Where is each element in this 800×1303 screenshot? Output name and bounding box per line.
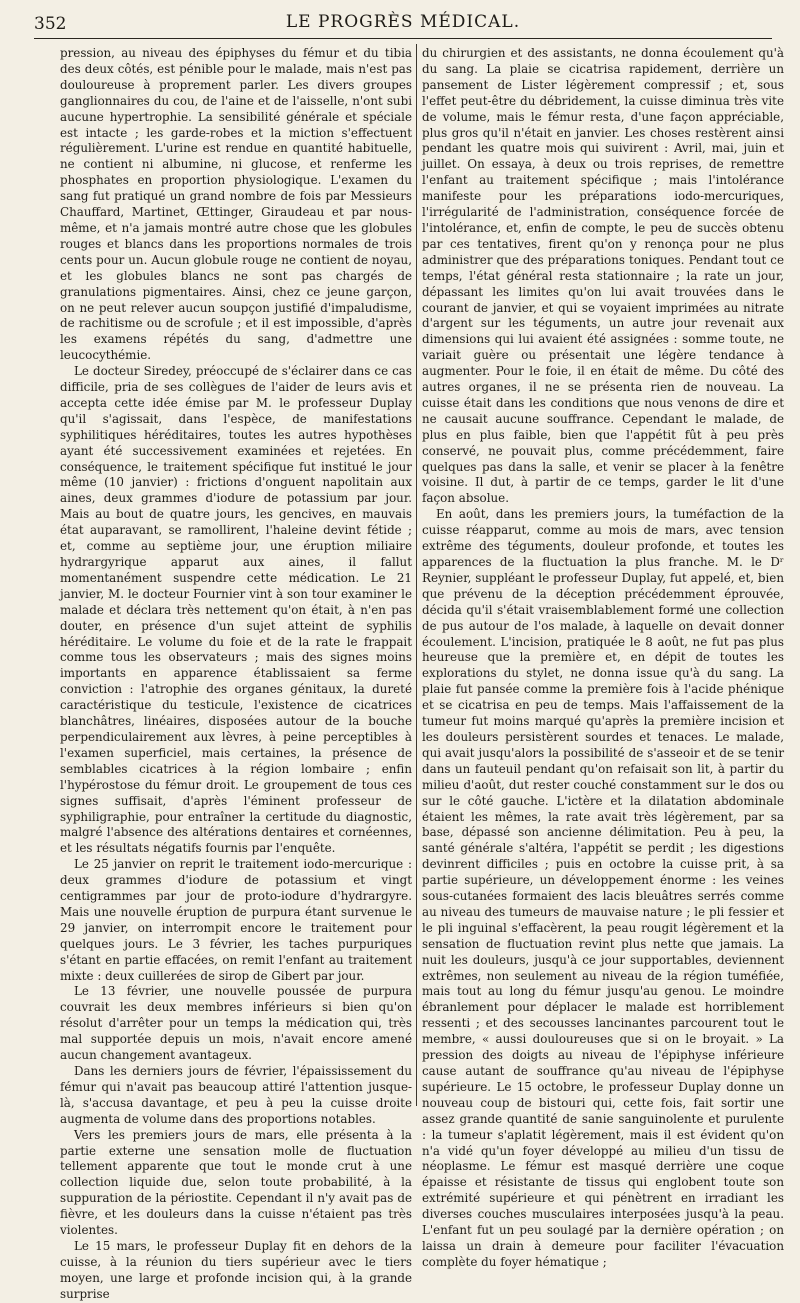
paragraph: Le 15 mars, le professeur Duplay fit en dehors de la cuisse, à la réunion du tiers supérieur avec le tiers moyen, une large et profonde incision qui, à la grande surprise [60,1238,412,1301]
paragraph: Le docteur Siredey, préoccupé de s'éclairer dans ce cas difficile, pria de ses collègues de l'aider de leurs avis et accepta cette idée émise par M. le professeur Duplay qu'il s'agissait, dans l'espèce, de manifestations syphilitiques héréditaires, toutes les autres hypothèses ayant été successivement examinées et rejetées. En conséquence, le traitement spécifique fut institué le jour même (10 janvier) : frictions d'onguent napolitain aux aines, deux grammes d'iodure de potassium par jour. Mais au bout de quatre jours, les gencives, en mauvais état auparavant, se ramollirent, l'haleine devint fétide ; et, comme au septième jour, une éruption miliaire hydrargyrique apparut aux aines, il fallut momentanément suspendre cette médication. Le 21 janvier, M. le docteur Fournier vint à son tour examiner le malade et déclara très nettement qu'on était, à n'en pas douter, en présence d'un sujet atteint de syphilis héréditaire. Le volume du foie et de la rate le frappait comme tous les observateurs ; mais des signes moins importants en apparence établissaient sa ferme conviction : l'atrophie des organes génitaux, la dureté caractéristique du testicule, l'existence de cicatrices blanchâtres, linéaires, disposées autour de la bouche perpendiculairement aux lèvres, à peine perceptibles à l'examen superficiel, mais certaines, la présence de semblables cicatrices à la région lombaire ; enfin l'hypérostose du fémur droit. Le groupement de tous ces signes suffisait, d'après l'éminent professeur de syphiligraphie, pour entraîner la certitude du diagnostic, malgré l'absence des altérations dentaires et cornéennes, et les résultats négatifs fournis par l'enquête. [60,364,412,856]
column-divider [416,44,417,1106]
paragraph: Vers les premiers jours de mars, elle présenta à la partie externe une sensation molle de fluctuation tellement apparente que tout le monde crut à une collection liquide due, selon toute probabilité, à la suppuration de la périostite. Cependant il n'y avait pas de fièvre, et les douleurs dans la cuisse n'étaient pas très violentes. [60,1127,412,1238]
paragraph: Dans les derniers jours de février, l'épaississement du fémur qui n'avait pas beaucoup attiré l'attention jusque-là, s'accusa davantage, et peu à peu la cuisse droite augmenta de volume dans des proportions notables. [60,1064,412,1126]
journal-title: LE PROGRÈS MÉDICAL. [285,12,521,32]
page-header [34,10,772,39]
paragraph: du chirurgien et des assistants, ne donna écoulement qu'à du sang. La plaie se cicatrisa rapidement, derrière un pansement de Lister légèrement compressif ; et, sous l'effet peut-être du débridement, la cuisse diminua très vite de volume, mais le fémur resta, d'une façon appréciable, plus gros qu'il n'était en janvier. Les choses restèrent ainsi pendant les quatre mois qui suivirent : Avril, mai, juin et juillet. On essaya, à deux ou trois reprises, de remettre l'enfant au traitement spécifique ; mais l'intolérance manifeste pour les préparations iodo-mercuriques, l'irrégularité de l'administration, conséquence forcée de l'intolérance, et, enfin de compte, le peu de succès obtenu par ces tentatives, firent qu'on y renonça pour ne plus administrer que des préparations toniques. Pendant tout ce temps, l'état général resta stationnaire ; la rate un jour, dépassant les limites qu'on lui avait trouvées dans le courant de janvier, et qui se voyaient imprimées au nitrate d'argent sur les téguments, un autre jour revenait aux dimensions qui lui avaient été assignées : somme toute, ne variait guère ou présentait une légère tendance à augmenter. Pour le foie, il en était de même. Du côté des autres organes, il ne se présenta rien de nouveau. La cuisse était dans les conditions que nous venons de dire et ne causait aucune souffrance. Cependant le malade, de plus en plus faible, bien que l'appétit fût à peu près conservé, ne pouvait plus, comme précédemment, faire quelques pas dans la salle, et venir se placer à la fenêtre voisine. Il dut, à partir de ce temps, garder le lit d'une façon absolue. [422,46,784,506]
paragraph: Le 25 janvier on reprit le traitement iodo-mercurique : deux grammes d'iodure de potassium et vingt centigrammes par jour de proto-iodure d'hydrargyre. Mais une nouvelle éruption de purpura étant survenue le 29 janvier, on interrompit encore le traitement pour quelques jours. Le 3 février, les taches purpuriques s'étant en partie effacées, on remit l'enfant au traitement mixte : deux cuillerées de sirop de Gibert par jour. [60,857,412,983]
paragraph: pression, au niveau des épiphyses du fémur et du tibia des deux côtés, est pénible pour le malade, mais n'est pas douloureuse à proprement parler. Les divers groupes ganglionnaires du cou, de l'aine et de l'aisselle, n'ont subi aucune hypertrophie. La sensibilité générale et spéciale est intacte ; les garde-robes et la miction s'effectuent régulièrement. L'urine est rendue en quantité habituelle, ne contient ni albumine, ni glucose, et renferme les phosphates en proportion physiologique. L'examen du sang fut pratiqué un grand nombre de fois par Messieurs Chauffard, Martinet, Œttinger, Giraudeau et par nous-même, et n'a jamais montré autre chose que les globules rouges et blancs dans les proportions normales de trois cents pour un. Aucun globule rouge ne contient de noyau, et les globules blancs ne sont pas chargés de granulations pigmentaires. Ainsi, chez ce jeune garçon, on ne peut relever aucun soupçon justifié d'impaludisme, de rachitisme ou de scrofule ; et il est impossible, d'après les examens répétés du sang, d'admettre une leucocythémie. [60,46,412,363]
page-number: 352 [34,14,67,34]
right-column [422,46,784,1269]
left-column [60,46,412,1301]
paragraph: Le 13 février, une nouvelle poussée de purpura couvrait les deux membres inférieurs si bien qu'on résolut d'arrêter pour un temps la médication qui, très mal supportée depuis un mois, n'avait encore amené aucun changement avantageux. [60,984,412,1063]
paragraph: En août, dans les premiers jours, la tuméfaction de la cuisse réapparut, comme au mois de mars, avec tension extrême des téguments, douleur profonde, et toutes les apparences de la fluctuation la plus franche. M. le Dʳ Reynier, suppléant le professeur Duplay, fut appelé, et, bien que prévenu de la déception précédemment éprouvée, décida qu'il s'était vraisemblablement formé une collection de pus autour de l'os malade, à laquelle on devait donner écoulement. L'incision, pratiquée le 8 août, ne fut pas plus heureuse que la première et, en dépit de toutes les explorations du stylet, ne donna issue qu'à du sang. La plaie fut pansée comme la première fois à l'acide phénique et se cicatrisa en peu de temps. Mais l'affaissement de la tumeur fut moins marqué qu'après la première incision et les douleurs persistèrent sourdes et tenaces. Le malade, qui avait jusqu'alors la possibilité de s'asseoir et de se tenir dans un fauteuil pendant qu'on refaisait son lit, à partir du milieu d'août, dut rester couché constamment sur le dos ou sur le côté gauche. L'ictère et la dilatation abdominale étaient les mêmes, la rate avait très légèrement, par sa base, dépassé son ancienne délimitation. Peu à peu, la santé générale s'altéra, l'appétit se perdit ; les digestions devinrent difficiles ; puis en octobre la cuisse prit, à sa partie supérieure, un développement énorme : les veines sous-cutanées formaient des lacis bleuâtres serrés comme au niveau des tumeurs de mauvaise nature ; le pli fessier et le pli inguinal s'effacèrent, la peau rougit légèrement et la sensation de fluctuation revint plus nette que jamais. La nuit les douleurs, jusqu'à ce jour supportables, deviennent extrêmes, non seulement au niveau de la région tuméfiée, mais tout au long du fémur jusqu'au genou. Le moindre ébranlement pour déplacer le malade est horriblement ressenti ; et des secousses lancinantes parcourent tout le membre, « aussi douloureuses que si on le broyait. » La pression des doigts au niveau de l'épiphyse inférieure cause autant de souffrance qu'au niveau de l'épiphyse supérieure. Le 15 octobre, le professeur Duplay donne un nouveau coup de bistouri qui, cette fois, fait sortir une assez grande quantité de sanie sanguinolente et purulente : la tumeur s'aplatit légèrement, mais il est évident qu'on n'a vidé qu'un foyer développé au milieu d'un tissu de néoplasme. Le fémur est masqué derrière une coque épaisse et résistante de tissus qui englobent toute son extrémité supérieure et qui pénètrent en irradiant les diverses couches musculaires interposées jusqu'à la peau. L'enfant fut un peu soulagé par la dernière opération ; on laissa un drain à demeure pour faciliter l'évacuation complète du foyer hématique ; [422,507,784,1269]
